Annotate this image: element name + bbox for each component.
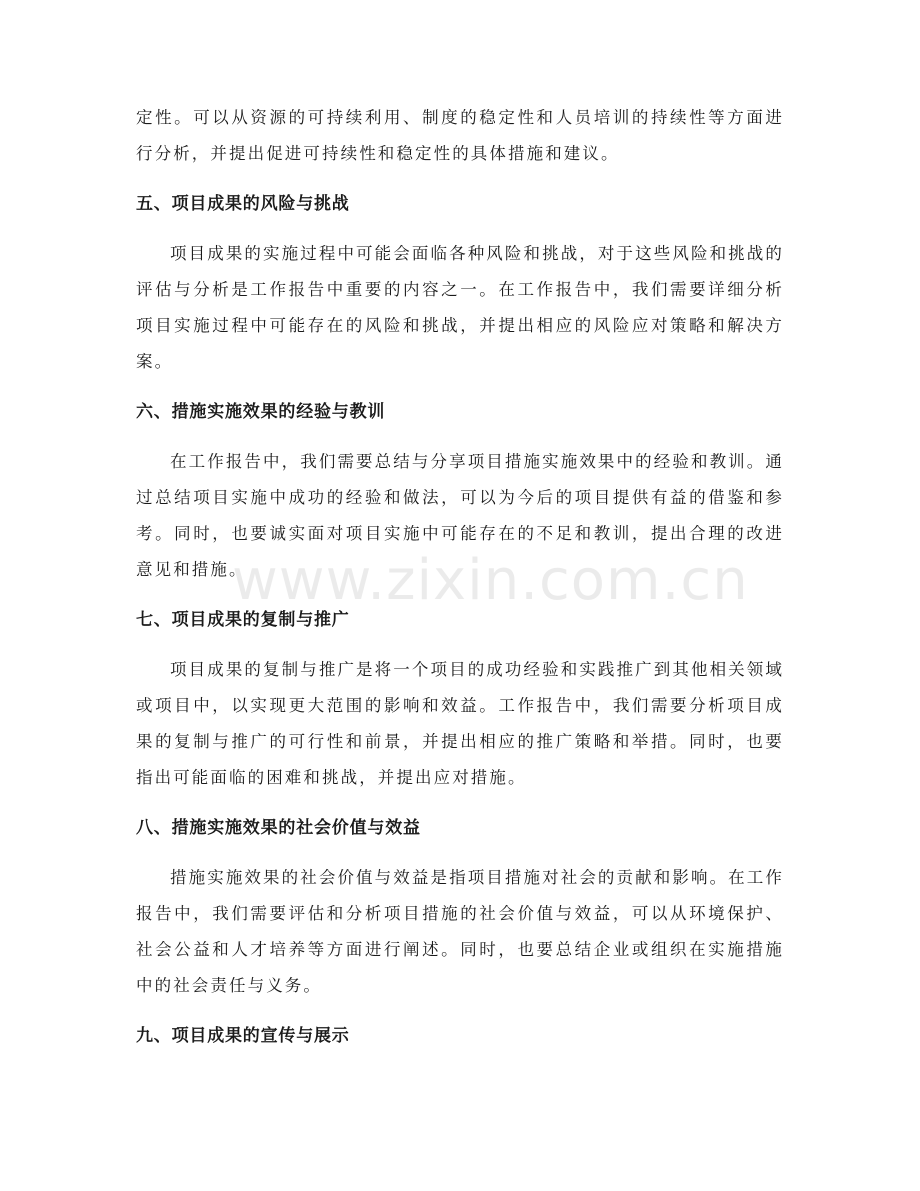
spacer: [136, 430, 784, 444]
document-page: [136, 100, 784, 1054]
spacer: [136, 172, 784, 186]
spacer: [136, 796, 784, 810]
watermark: www.zixin.com.cn: [232, 548, 749, 613]
spacer: [136, 380, 784, 394]
section-body-8: 措施实施效果的社会价值与效益是指项目措施对社会的贡献和影响。在工作报告中，我们需要评估和分析项目措施的社会价值与效益，可以从环境保护、社会公益和人才培养等方面进行阐述。同时，也要总结企业或组织在实施措施中的社会责任与义务。: [136, 868, 784, 995]
section-body-7: 项目成果的复制与推广是将一个项目的成功经验和实践推广到其他相关领域或项目中，以实现更大范围的影响和效益。工作报告中，我们需要分析项目成果的复制与推广的可行性和前景，并提出相应的推广策略和举措。同时，也要指出可能面临的困难和挑战，并提出应对措施。: [136, 660, 784, 787]
section-heading-9: 九、项目成果的宣传与展示: [136, 1026, 350, 1046]
spacer: [136, 588, 784, 602]
spacer: [136, 846, 784, 860]
intro-paragraph: 定性。可以从资源的可持续利用、制度的稳定性和人员培训的持续性等方面进行分析，并提出促进可持续性和稳定性的具体措施和建议。: [136, 108, 784, 163]
section-body-6: 在工作报告中，我们需要总结与分享项目措施实施效果中的经验和教训。通过总结项目实施中成功的经验和做法，可以为今后的项目提供有益的借鉴和参考。同时，也要诚实面对项目实施中可能存在的不足和教训，提出合理的改进意见和措施。: [136, 452, 784, 579]
section-heading-8: 八、措施实施效果的社会价值与效益: [136, 818, 421, 838]
spacer: [136, 638, 784, 652]
spacer: [136, 1004, 784, 1018]
section-heading-6: 六、措施实施效果的经验与教训: [136, 402, 386, 422]
section-body-5: 项目成果的实施过程中可能会面临各种风险和挑战，对于这些风险和挑战的评估与分析是工作报告中重要的内容之一。在工作报告中，我们需要详细分析项目实施过程中可能存在的风险和挑战，并提出相应的风险应对策略和解决方案。: [136, 244, 784, 371]
spacer: [136, 222, 784, 236]
section-heading-5: 五、项目成果的风险与挑战: [136, 194, 350, 214]
section-heading-7: 七、项目成果的复制与推广: [136, 610, 350, 630]
